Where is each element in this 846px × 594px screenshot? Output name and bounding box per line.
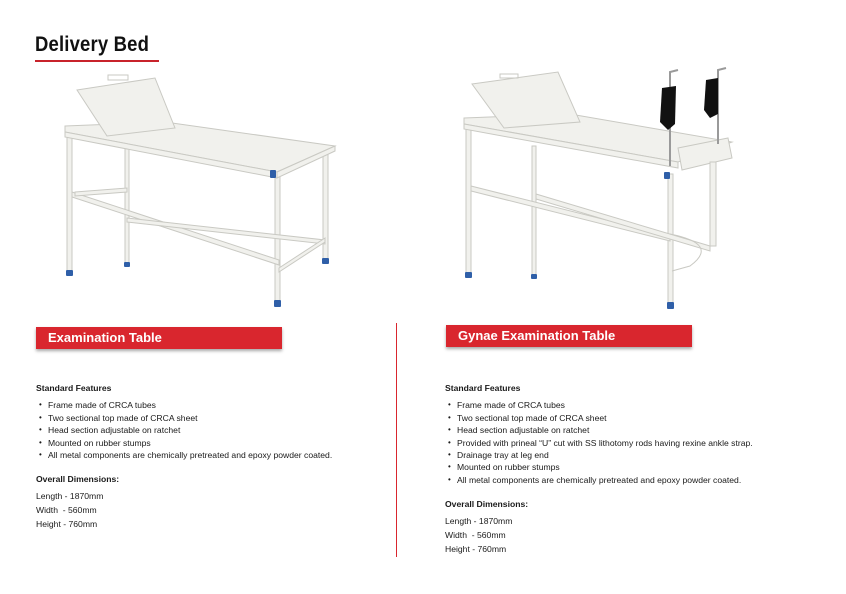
features-heading: Standard Features [36, 383, 112, 393]
feature-item: • Provided with prineal “U” cut with SS lithotomy rods having rexine ankle strap. [448, 437, 753, 448]
gynae-table-banner [446, 325, 692, 347]
dimension-length: Length - 1870mm [36, 490, 104, 501]
feature-item: • Head section adjustable on ratchet [39, 425, 181, 436]
dimension-width: Width - 560mm [445, 529, 506, 540]
dimensions-heading: Overall Dimensions: [445, 499, 529, 510]
feature-item: • Frame made of CRCA tubes [39, 400, 156, 411]
feature-item: • Two sectional top made of CRCA sheet [39, 412, 198, 423]
title-underline [35, 60, 159, 62]
page-title: Delivery Bed [35, 33, 150, 56]
column-divider [396, 323, 397, 557]
dimension-height: Height - 760mm [445, 544, 507, 555]
feature-item: • Two sectional top made of CRCA sheet [448, 412, 607, 423]
features-heading: Standard Features [445, 383, 521, 393]
examination-table-specs [36, 382, 386, 531]
gynae-table-specs [445, 382, 835, 556]
dimension-height: Height - 760mm [36, 519, 98, 530]
feature-item: • Mounted on rubber stumps [39, 437, 151, 448]
dimension-width: Width - 560mm [36, 505, 97, 516]
examination-table-image [55, 70, 355, 310]
feature-item: • Mounted on rubber stumps [448, 462, 560, 473]
features-list [36, 399, 386, 461]
dimensions-heading: Overall Dimensions: [36, 474, 120, 485]
gynae-table-image [460, 66, 760, 311]
feature-item: • All metal components are chemically pretreated and epoxy powder coated. [448, 474, 742, 485]
feature-item: • Drainage tray at leg end [448, 450, 549, 461]
dimension-length: Length - 1870mm [445, 515, 513, 526]
gynae-table-banner-label: Gynae Examination Table [446, 325, 692, 347]
feature-item: • Frame made of CRCA tubes [448, 400, 565, 411]
examination-table-banner [36, 327, 282, 349]
feature-item: • All metal components are chemically pretreated and epoxy powder coated. [39, 450, 333, 461]
features-list [445, 399, 835, 486]
examination-table-banner-label: Examination Table [36, 327, 282, 349]
feature-item: • Head section adjustable on ratchet [448, 425, 590, 436]
